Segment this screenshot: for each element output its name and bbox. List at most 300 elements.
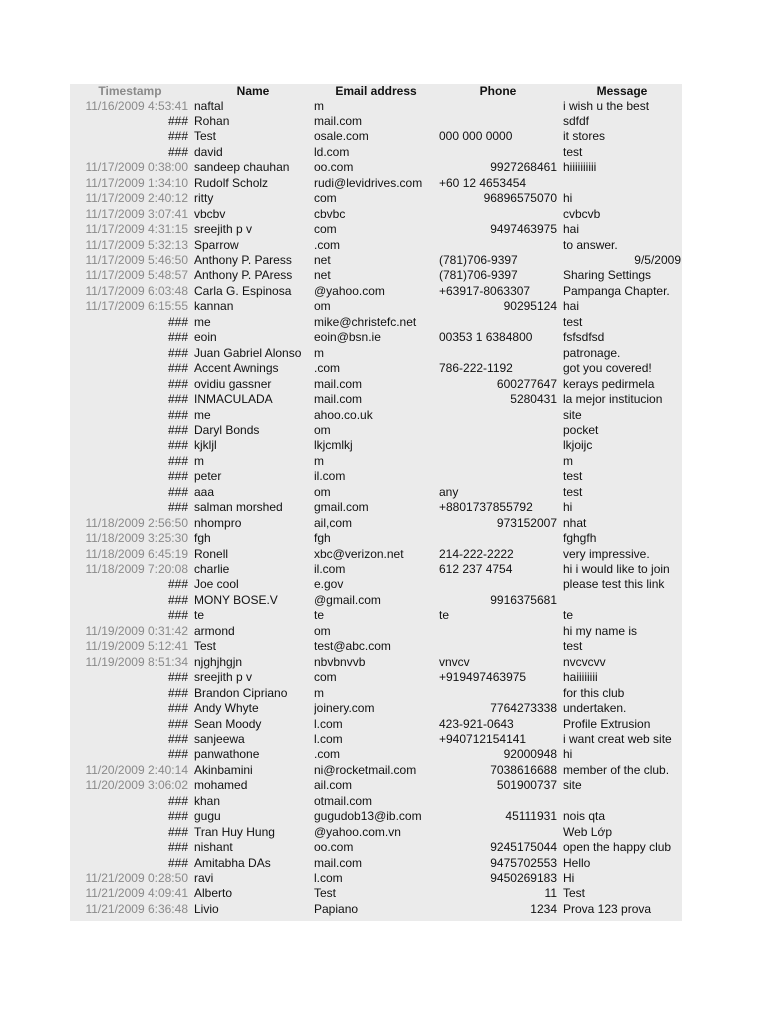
phone-cell[interactable]: any [439,484,459,499]
name-cell[interactable]: salman morshed [194,500,283,515]
name-cell[interactable]: me [194,407,211,422]
table-row [70,809,682,824]
phone-cell[interactable]: 600277647 [496,376,557,391]
phone-header[interactable]: Phone [479,84,517,98]
name-cell[interactable]: ovidiu gassner [194,376,272,391]
message-cell[interactable]: hiiiiiiiiii [563,160,597,175]
timestamp-cell[interactable]: ### [167,824,188,839]
timestamp-cell[interactable]: ### [167,747,188,762]
email-cell[interactable]: om [314,422,331,437]
message-cell[interactable]: patronage. [563,345,621,360]
email-cell[interactable]: rudi@levidrives.com [314,175,423,190]
timestamp-cell[interactable]: ### [167,577,188,592]
table-row [70,176,682,191]
table-row [70,562,682,577]
phone-cell[interactable]: 973152007 [496,515,557,530]
table-row [70,593,682,608]
email-cell[interactable]: mike@christefc.net [314,314,417,329]
timestamp-cell[interactable]: ### [167,361,188,376]
name-cell[interactable]: sandeep chauhan [194,160,290,175]
name-cell[interactable]: te [194,608,205,623]
phone-cell[interactable]: 5280431 [510,392,557,407]
message-cell[interactable]: got you covered! [563,361,652,376]
message-cell[interactable]: hai [563,299,580,314]
email-cell[interactable]: te [314,608,325,623]
table-row [70,639,682,654]
email-cell[interactable]: eoin@bsn.ie [314,330,381,345]
table-row [70,717,682,732]
timestamp-cell[interactable]: ### [167,731,188,746]
message-cell[interactable]: nvcvcvv [563,654,606,669]
name-cell[interactable]: Livio [194,901,219,916]
message-cell[interactable]: Test [563,886,586,901]
table-row [70,856,682,871]
email-cell[interactable]: lkjcmlkj [314,438,353,453]
phone-cell[interactable]: +8801737855792 [439,500,533,515]
email-cell[interactable]: com [314,670,337,685]
timestamp-cell[interactable]: ### [167,144,188,159]
timestamp-cell[interactable]: 11/16/2009 4:53:41 [85,98,188,113]
email-cell[interactable]: m [314,98,324,113]
name-cell[interactable]: me [194,314,211,329]
message-cell[interactable]: test [563,469,583,484]
timestamp-cell[interactable]: 11/18/2009 2:56:50 [85,515,188,530]
name-cell[interactable]: sanjeewa [194,731,245,746]
timestamp-cell[interactable]: 11/18/2009 7:20:08 [85,562,188,576]
timestamp-cell[interactable]: 11/19/2009 8:51:34 [85,654,188,669]
message-cell[interactable]: sdfdf [563,113,590,128]
name-cell[interactable]: Joe cool [194,577,239,592]
timestamp-cell[interactable]: 11/21/2009 0:28:50 [85,871,188,885]
email-cell[interactable]: m [314,685,324,700]
table-row [70,794,682,809]
timestamp-cell[interactable]: ### [167,793,188,808]
timestamp-cell[interactable]: 11/18/2009 3:25:30 [85,531,188,546]
table-row [70,238,682,253]
message-cell[interactable]: test [563,144,583,159]
phone-cell[interactable]: 7764273338 [490,701,557,716]
email-cell[interactable]: om [314,299,331,314]
message-cell[interactable]: nois qta [563,809,606,824]
message-cell[interactable]: test [563,639,583,654]
name-cell[interactable]: peter [194,469,222,484]
message-cell[interactable]: hi my name is [563,623,638,638]
phone-cell[interactable]: 9475702553 [490,855,557,870]
name-cell[interactable]: Anthony P. Paress [194,253,292,267]
timestamp-cell[interactable]: ### [167,608,188,623]
table-row [70,516,682,531]
phone-cell[interactable]: 214-222-2222 [439,546,514,561]
name-cell[interactable]: eoin [194,330,217,345]
timestamp-cell[interactable]: 11/17/2009 1:34:10 [85,175,188,190]
name-cell[interactable]: nishant [194,840,233,855]
timestamp-cell[interactable]: ### [167,469,188,484]
timestamp-cell[interactable]: ### [167,685,188,700]
name-cell[interactable]: Amitabha DAs [194,855,271,870]
timestamp-cell[interactable]: ### [167,716,188,731]
table-row [70,701,682,716]
email-cell[interactable]: mail.com [314,113,363,128]
timestamp-cell[interactable]: ### [167,129,188,144]
name-cell[interactable]: panwathone [194,747,260,762]
name-cell[interactable]: sreejith p v [194,222,253,237]
message-cell[interactable]: fsfsdfsd [563,330,605,345]
table-row [70,222,682,237]
name-cell[interactable]: Juan Gabriel Alonso [194,345,302,360]
name-cell[interactable]: Test [194,639,217,654]
message-cell[interactable]: site [563,778,582,793]
name-cell[interactable]: fgh [194,531,211,546]
email-cell[interactable]: ahoo.co.uk [314,407,373,422]
phone-cell[interactable]: 786-222-1192 [439,361,513,376]
email-cell[interactable]: com [314,222,337,237]
name-cell[interactable]: Tran Huy Hung [194,824,275,839]
table-row [70,686,682,701]
name-cell[interactable]: MONY BOSE.V [194,592,278,607]
name-cell[interactable]: naftal [194,98,224,113]
timestamp-cell[interactable]: 11/18/2009 6:45:19 [85,546,188,561]
timestamp-cell[interactable]: ### [167,407,188,422]
email-cell[interactable]: net [314,253,331,267]
message-cell[interactable]: hi [563,500,573,515]
timestamp-cell[interactable]: 11/17/2009 5:46:50 [85,253,188,267]
table-row [70,670,682,685]
message-cell[interactable]: Hi [563,871,575,885]
message-cell[interactable]: hi [563,747,573,762]
name-cell[interactable]: Andy Whyte [194,701,259,716]
name-cell[interactable]: mohamed [194,778,248,793]
timestamp-cell[interactable]: ### [167,422,188,437]
email-cell[interactable]: mail.com [314,855,363,870]
name-cell[interactable]: ravi [194,871,214,885]
table-row [70,99,682,114]
message-cell[interactable]: nhat [563,515,587,530]
phone-cell[interactable]: 9245175044 [490,840,557,855]
table-row [70,408,682,423]
phone-cell[interactable]: +919497463975 [439,670,527,685]
message-cell[interactable]: Pampanga Chapter. [563,283,670,298]
timestamp-cell[interactable]: 11/17/2009 0:38:00 [85,160,188,175]
timestamp-cell[interactable]: ### [167,484,188,499]
phone-cell[interactable]: +940712154141 [439,731,527,746]
email-cell[interactable]: @yahoo.com [314,283,385,298]
phone-cell[interactable]: 423-921-0643 [439,716,514,731]
email-cell[interactable]: ail,com [314,515,353,530]
email-cell[interactable]: om [314,484,331,499]
table-row [70,145,682,160]
phone-cell[interactable]: +63917-8063307 [439,283,531,298]
email-cell[interactable]: Papiano [314,901,359,916]
name-cell[interactable]: Alberto [194,886,233,901]
message-cell[interactable]: Prova 123 prova [563,901,652,916]
phone-cell[interactable]: 1234 [530,901,557,916]
name-header[interactable]: Name [236,84,270,98]
email-cell[interactable]: l.com [314,871,343,885]
phone-cell[interactable]: 9916375681 [490,592,557,607]
table-row [70,191,682,206]
table-row [70,763,682,778]
message-cell[interactable]: hi i would like to join [563,562,670,576]
message-cell[interactable]: test [563,314,583,329]
message-cell[interactable]: Sharing Settings [563,268,652,283]
name-cell[interactable]: Rohan [194,113,230,128]
email-cell[interactable]: gugudob13@ib.com [314,809,422,824]
phone-cell[interactable]: (781)706-9397 [439,268,518,283]
email-cell[interactable]: cbvbc [314,206,346,221]
name-cell[interactable]: david [194,144,223,159]
phone-cell[interactable]: 7038616688 [490,762,557,777]
header-row [70,84,682,99]
message-cell[interactable]: please test this link [563,577,665,592]
table-row [70,577,682,592]
name-cell[interactable]: Carla G. Espinosa [194,283,292,298]
message-cell[interactable]: m [563,453,573,468]
table-row [70,361,682,376]
phone-cell[interactable]: 9497463975 [490,222,557,237]
name-cell[interactable]: nhompro [194,515,242,530]
message-cell[interactable]: for this club [563,685,625,700]
message-cell[interactable]: member of the club. [563,762,670,777]
phone-cell[interactable]: 96896575070 [483,191,557,206]
name-cell[interactable]: Sparrow [194,237,239,252]
timestamp-cell[interactable]: ### [167,392,188,407]
name-cell[interactable]: m [194,453,204,468]
timestamp-cell[interactable]: 11/17/2009 3:07:41 [85,206,188,221]
timestamp-cell[interactable]: ### [167,314,188,329]
message-cell[interactable]: te [563,608,574,623]
message-cell[interactable]: it stores [563,129,606,144]
phone-cell[interactable]: te [439,608,450,623]
table-row [70,315,682,330]
name-cell[interactable]: vbcbv [194,206,226,221]
email-cell[interactable]: ld.com [314,144,350,159]
name-cell[interactable]: aaa [194,484,215,499]
email-cell[interactable]: oo.com [314,160,354,175]
phone-cell[interactable]: vnvcv [439,654,470,669]
name-cell[interactable]: njghjhgjn [194,654,243,669]
email-cell[interactable]: .com [314,237,341,252]
table-row [70,655,682,670]
email-cell[interactable]: joinery.com [314,701,375,716]
table-row [70,902,682,917]
name-cell[interactable]: gugu [194,809,221,824]
email-cell[interactable]: mail.com [314,392,363,407]
email-cell[interactable]: ail.com [314,778,353,793]
timestamp-cell[interactable]: ### [167,592,188,607]
name-cell[interactable]: Sean Moody [194,716,262,731]
name-cell[interactable]: charlie [194,562,230,576]
timestamp-cell[interactable]: ### [167,376,188,391]
email-cell[interactable]: otmail.com [314,793,373,808]
phone-cell[interactable]: 501900737 [496,778,557,793]
table-row [70,608,682,623]
timestamp-cell[interactable]: ### [167,500,188,515]
email-cell[interactable]: il.com [314,469,346,484]
message-cell[interactable]: cvbcvb [563,206,601,221]
table-row [70,330,682,345]
table-row [70,129,682,144]
message-cell[interactable]: fghgfh [563,531,597,546]
phone-cell[interactable]: 90295124 [503,299,557,314]
table-row [70,747,682,762]
timestamp-cell[interactable]: 11/17/2009 6:03:48 [85,283,188,298]
phone-cell[interactable]: 45111931 [505,809,557,824]
timestamp-cell[interactable]: 11/17/2009 6:15:55 [85,299,188,314]
timestamp-cell[interactable]: 11/20/2009 2:40:14 [85,762,188,777]
timestamp-cell[interactable]: 11/21/2009 4:09:41 [85,886,188,901]
table-row [70,438,682,453]
table-row [70,485,682,500]
timestamp-cell[interactable]: 11/19/2009 0:31:42 [85,623,188,638]
message-cell[interactable]: open the happy club [563,840,672,855]
email-cell[interactable]: mail.com [314,376,363,391]
email-cell[interactable]: e.gov [314,577,344,592]
phone-cell[interactable]: 612 237 4754 [439,562,513,576]
timestamp-cell[interactable]: ### [167,438,188,453]
email-cell[interactable]: osale.com [314,129,369,144]
email-cell[interactable]: @yahoo.com.vn [314,824,401,839]
email-cell[interactable]: l.com [314,731,343,746]
message-cell[interactable]: la mejor institucion [563,392,663,407]
name-cell[interactable]: armond [194,623,235,638]
email-cell[interactable]: Test [314,886,337,901]
timestamp-header[interactable]: Timestamp [98,84,162,98]
name-cell[interactable]: Daryl Bonds [194,422,260,437]
table-row [70,871,682,886]
phone-cell[interactable]: 92000948 [503,747,557,762]
table-row [70,469,682,484]
timestamp-cell[interactable]: ### [167,330,188,345]
name-cell[interactable]: Ronell [194,546,229,561]
timestamp-cell[interactable]: 11/17/2009 2:40:12 [85,191,188,206]
name-cell[interactable]: Rudolf Scholz [194,175,269,190]
message-cell[interactable]: Profile Extrusion [563,716,651,731]
phone-cell[interactable]: 000 000 0000 [439,129,513,144]
message-cell[interactable]: pocket [563,422,599,437]
message-header[interactable]: Message [596,84,648,98]
message-cell[interactable]: hi [563,191,573,206]
message-cell[interactable]: site [563,407,582,422]
table-row [70,840,682,855]
name-cell[interactable]: Brandon Cipriano [194,685,288,700]
message-cell[interactable]: i wish u the best [563,98,650,113]
table-row [70,454,682,469]
name-cell[interactable]: Anthony P. PAress [194,268,293,283]
email-cell[interactable]: gmail.com [314,500,369,515]
timestamp-cell[interactable]: 11/17/2009 5:48:57 [85,268,188,283]
email-cell[interactable]: fgh [314,531,331,546]
email-cell[interactable]: net [314,268,331,283]
timestamp-cell[interactable]: 11/17/2009 5:32:13 [85,237,188,252]
message-cell[interactable]: very impressive. [563,546,650,561]
message-cell[interactable]: Hello [563,855,591,870]
email-cell[interactable]: xbc@verizon.net [314,546,404,561]
phone-cell[interactable]: 11 [544,886,557,901]
timestamp-cell[interactable]: 11/21/2009 6:36:48 [85,901,188,916]
message-cell[interactable]: lkjoijc [563,438,593,453]
table-row [70,207,682,222]
email-cell[interactable]: test@abc.com [314,639,391,654]
name-cell[interactable]: Test [194,129,217,144]
email-cell[interactable]: m [314,345,324,360]
timestamp-cell[interactable]: ### [167,855,188,870]
timestamp-cell[interactable]: 11/20/2009 3:06:02 [85,778,188,793]
email-cell[interactable]: l.com [314,716,343,731]
table-row [70,547,682,562]
table-row [70,114,682,129]
name-cell[interactable]: kannan [194,299,234,314]
email-cell[interactable]: ni@rocketmail.com [314,762,417,777]
email-cell[interactable]: com [314,191,337,206]
table-row [70,377,682,392]
table-row [70,500,682,515]
table-row [70,160,682,175]
name-cell[interactable]: Accent Awnings [194,361,279,376]
phone-cell[interactable]: +60 12 4653454 [439,175,527,190]
email-cell[interactable]: il.com [314,562,346,576]
table-row [70,825,682,840]
timestamp-cell[interactable]: ### [167,701,188,716]
email-cell[interactable]: .com [314,361,341,376]
table-row [70,886,682,901]
email-cell[interactable]: oo.com [314,840,354,855]
timestamp-cell[interactable]: ### [167,453,188,468]
email-cell[interactable]: nbvbnvvb [314,654,366,669]
timestamp-cell[interactable]: ### [167,809,188,824]
table-row [70,284,682,299]
message-cell[interactable]: hai [563,222,580,237]
timestamp-cell[interactable]: ### [167,670,188,685]
timestamp-cell[interactable]: 11/19/2009 5:12:41 [85,639,188,654]
name-cell[interactable]: kjkljl [194,438,217,453]
name-cell[interactable]: sreejith p v [194,670,253,685]
message-cell[interactable]: Web Lớp [563,824,613,839]
email-cell[interactable]: .com [314,747,341,762]
table-row [70,299,682,314]
message-cell[interactable]: 9/5/2009 [634,253,681,267]
phone-cell[interactable]: (781)706-9397 [439,253,518,267]
name-cell[interactable]: khan [194,793,221,808]
email-cell[interactable]: om [314,623,331,638]
phone-cell[interactable]: 00353 1 6384800 [439,330,533,345]
message-cell[interactable]: kerays pedirmela [563,376,655,391]
phone-cell[interactable]: 9450269183 [490,871,557,885]
message-cell[interactable]: undertaken. [563,701,627,716]
name-cell[interactable]: ritty [194,191,214,206]
message-cell[interactable]: to answer. [563,237,618,252]
email-header[interactable]: Email address [335,84,417,98]
table-row [70,732,682,747]
timestamp-cell[interactable]: ### [167,113,188,128]
table-row [70,253,682,268]
timestamp-cell[interactable]: 11/17/2009 4:31:15 [85,222,188,237]
table-row [70,778,682,793]
message-cell[interactable]: test [563,484,583,499]
email-cell[interactable]: @gmail.com [314,592,381,607]
table-row [70,346,682,361]
message-cell[interactable]: haiiiiiiii [563,670,598,685]
message-cell[interactable]: i want creat web site [563,731,672,746]
email-cell[interactable]: m [314,453,324,468]
spreadsheet-table [70,84,682,921]
phone-cell[interactable]: 9927268461 [490,160,557,175]
table-row [70,268,682,283]
name-cell[interactable]: Akinbamini [194,762,253,777]
timestamp-cell[interactable]: ### [167,840,188,855]
table-row [70,624,682,639]
timestamp-cell[interactable]: ### [167,345,188,360]
name-cell[interactable]: INMACULADA [194,392,273,407]
